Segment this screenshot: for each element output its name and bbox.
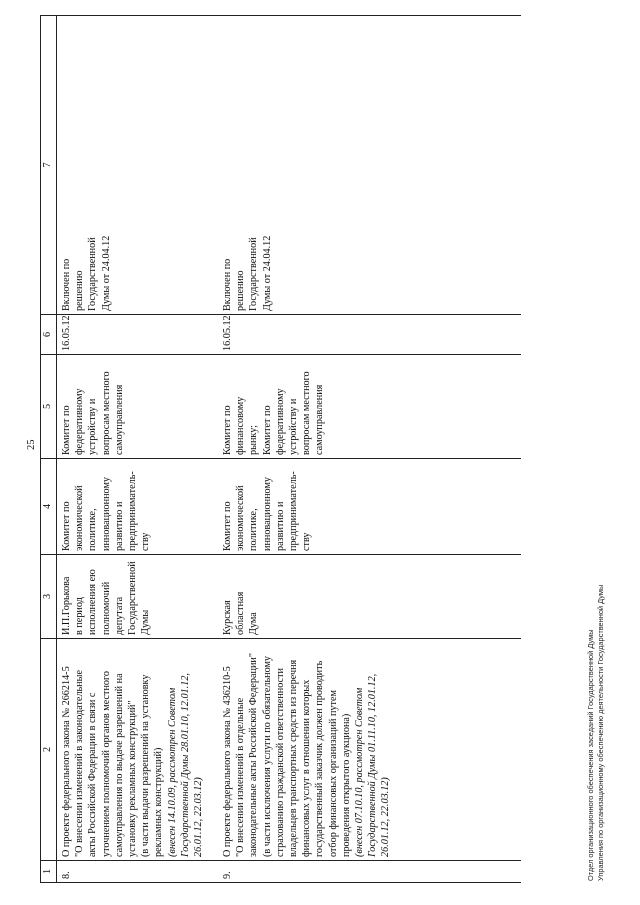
decision-line: Государственной [87,237,99,311]
committee-line: инновационному [100,477,112,551]
col-header-5: 5 [41,355,57,459]
bill-line: "О внесении изменений в законодательные [74,670,86,857]
bill-author [218,555,521,639]
coexec-line: устройству и [87,398,99,455]
committee-line: инновационному [261,477,273,551]
author-line: Курская областная [222,591,247,635]
footer-line: Отдел организационного обеспечения заседаний Государственной Думы [586,629,595,881]
table-row [57,16,219,883]
author-line: Дума [248,612,260,635]
bill-line: финансовых услуг в отношении которых [301,679,313,857]
author-line: И.П.Горькова [61,576,72,635]
committee-line: ству [301,532,313,551]
decision-line: Думы от 24.04.12 [100,235,112,311]
bills-table [40,15,521,883]
bill-note: 26.01.12, 22.03.12) [193,777,205,857]
coexec-line: устройству и [288,398,300,455]
footer-line: Управления по организационному обеспечению деятельности Государственной Думы [596,584,605,881]
author-line: исполнения ею [87,569,99,635]
bill-description [57,639,219,861]
bill-author [57,555,219,639]
bill-line: рекламных конструкций) [153,747,165,857]
bill-line: установку рекламных конструкций" [127,700,139,857]
author-line: в период [74,597,86,635]
coexec-line: Комитет по [61,405,72,455]
decision [57,16,219,315]
bill-note: (внесен 14.10.09, рассмотрен Советом [166,687,178,857]
decision-line: решению [235,270,247,311]
decision-line: решению [74,270,86,311]
bill-line: О проекте федерального закона № 266214-5 [61,666,72,857]
co-executor-committee [218,355,521,459]
decision-line: Включен по [61,258,72,311]
co-executor-committee [57,355,219,459]
review-date: 16.05.12 [57,315,219,355]
col-header-4: 4 [41,459,57,555]
coexec-line: самоуправления [314,384,326,455]
col-header-1: 1 [41,861,57,883]
bill-note: 26.01.12, 22.03.12) [380,777,392,857]
bill-note: Государственной Думы 01.11.10, 12.01.12, [367,673,379,857]
author-line: депутата [113,596,125,635]
bill-line: (в части исключения услуги по обязательному [261,655,273,857]
coexec-line: финансовому [235,396,247,455]
coexec-line: Комитет по [222,405,233,455]
decision-line: Думы от 24.04.12 [261,235,273,311]
coexec-line: федеративному [274,388,286,455]
page-number: 25 [26,439,37,450]
bill-line: самоуправления по выдаче разрешений на [113,673,125,857]
bill-note: (внесен 07.10.10, рассмотрен Советом [354,687,366,857]
bill-line: государственный заказчик должен проводить [314,660,326,857]
page-footer [586,585,606,881]
committee-line: развитию и [113,501,125,551]
coexec-line: Комитет по [261,405,273,455]
decision-line: Государственной [248,237,260,311]
bill-line: проведения открытого аукциона) [340,713,352,857]
review-date: 16.05.12 [218,315,521,355]
bill-line: "О внесении изменений в отдельные [235,697,247,857]
author-line: Государственной [127,561,139,635]
committee-line: предприниматель- [127,471,139,551]
bill-description [218,639,521,861]
committee-line: Комитет по [222,501,233,551]
col-header-3: 3 [41,555,57,639]
committee-line: ству [140,532,152,551]
col-header-7: 7 [41,16,57,315]
bill-line: владельцев транспортных средств из перечня [288,659,300,857]
responsible-committee [218,459,521,555]
committee-line: Комитет по [61,501,72,551]
bill-line: отбор финансовых организаций путем [327,690,339,857]
committee-line: политике, [87,508,99,551]
table-row [218,16,521,883]
author-line: полномочий [100,581,112,635]
row-number: 8. [57,861,219,883]
responsible-committee [57,459,219,555]
coexec-line: вопросам местного [100,371,112,455]
decision-line: Включен по [222,258,233,311]
bill-line: О проекте федерального закона № 436210-5 [222,666,233,857]
committee-line: экономической [74,485,86,551]
committee-line: развитию и [274,501,286,551]
coexec-line: рынку; [248,425,260,455]
column-header-row [41,16,57,883]
bill-line: акты Российской Федерации в связи с [87,692,99,857]
bill-note: Государственной Думы 28.01.10, 12.01.12, [179,673,191,857]
committee-line: политике, [248,508,260,551]
decision [218,16,521,315]
row-number: 9. [218,861,521,883]
committee-line: предприниматель- [288,471,300,551]
committee-line: экономической [235,485,247,551]
bill-line: уточнением полномочий органов местного [100,670,112,857]
col-header-6: 6 [41,315,57,355]
bill-line: законодательные акты Российской Федерации" [248,652,260,857]
author-line: Думы [140,609,152,635]
bill-line: (в части выдачи разрешений на установку [140,674,152,857]
coexec-line: вопросам местного [301,371,313,455]
coexec-line: самоуправления [113,384,125,455]
bill-line: страхованию гражданской ответственности [274,668,286,857]
coexec-line: федеративному [74,388,86,455]
col-header-2: 2 [41,639,57,861]
